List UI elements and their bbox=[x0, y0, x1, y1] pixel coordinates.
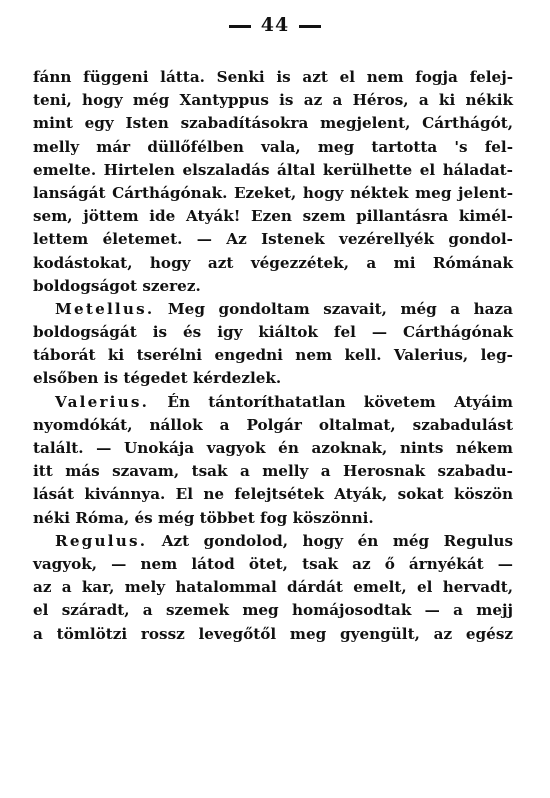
text-line: elsőben is tégedet kérdezlek. bbox=[33, 369, 282, 388]
text-line: Meg gondoltam szavait, még a haza bbox=[167, 299, 513, 318]
text-line: el száradt, a szemek meg homájosodtak — a mejj bbox=[33, 601, 513, 620]
text-line: talált. — Unokája vagyok én azoknak, nints nékem bbox=[33, 439, 513, 457]
text-line: fánn függeni látta. Senki is azt el nem fogja felej- bbox=[33, 68, 513, 86]
speaker-name: Regulus. bbox=[55, 531, 148, 550]
body-text bbox=[33, 66, 513, 646]
header-dash-left bbox=[229, 25, 251, 28]
text-line: a tömlötzi rossz levegőtől meg gyengült, az egész bbox=[33, 624, 513, 643]
text-line: melly már düllőfélben vala, meg tartotta 's fel- bbox=[33, 137, 513, 156]
text-line: lanságát Cárthágónak. Ezeket, hogy néktek meg jelent- bbox=[33, 183, 513, 202]
speech-first-line bbox=[33, 530, 513, 553]
speech-first-line bbox=[33, 298, 513, 321]
text-line: lását kivánnya. El ne felejtsétek Atyák, sokat köszön bbox=[33, 485, 513, 504]
page-header bbox=[0, 14, 550, 36]
text-line: néki Róma, és még többet fog köszönni. bbox=[33, 508, 374, 527]
header-dash-right bbox=[299, 25, 321, 28]
text-line: lettem életemet. — Az Istenek vezérellyék gondol- bbox=[33, 230, 513, 249]
text-line: sem, jöttem ide Atyák! Ezen szem pillantásra kimél- bbox=[33, 207, 513, 226]
text-line: vagyok, — nem látod ötet, tsak az ő árnyékát — bbox=[33, 554, 513, 573]
text-line: táborát ki tserélni engedni nem kell. Valerius, leg- bbox=[33, 346, 513, 365]
text-line: boldogságot szerez. bbox=[33, 276, 201, 295]
text-line: Én tántoríthatatlan követem Atyáim bbox=[167, 392, 513, 411]
text-line: boldogságát is és igy kiáltok fel — Cárthágónak bbox=[33, 323, 513, 342]
speech-first-line bbox=[33, 391, 513, 414]
text-line: az a kar, mely hatalommal dárdát emelt, el hervadt, bbox=[33, 578, 513, 597]
speaker-name: Valerius. bbox=[55, 392, 150, 411]
speaker-name: Metellus. bbox=[55, 299, 155, 318]
text-line: Azt gondolod, hogy én még Regulus bbox=[161, 531, 513, 550]
text-line: kodástokat, hogy azt végezzétek, a mi Rómának bbox=[33, 253, 513, 272]
text-line: mint egy Isten szabadításokra megjelent, Cárthágót, bbox=[33, 114, 513, 133]
text-line: nyomdókát, nállok a Polgár oltalmat, szabadulást bbox=[33, 415, 513, 434]
page-number: 44 bbox=[260, 14, 290, 36]
text-line: emelte. Hirtelen elszaladás által kerülhette el háladat- bbox=[33, 160, 513, 179]
text-line: teni, hogy még Xantyppus is az a Héros, a ki nékik bbox=[33, 91, 513, 110]
text-line: itt más szavam, tsak a melly a Herosnak szabadu- bbox=[33, 462, 513, 481]
